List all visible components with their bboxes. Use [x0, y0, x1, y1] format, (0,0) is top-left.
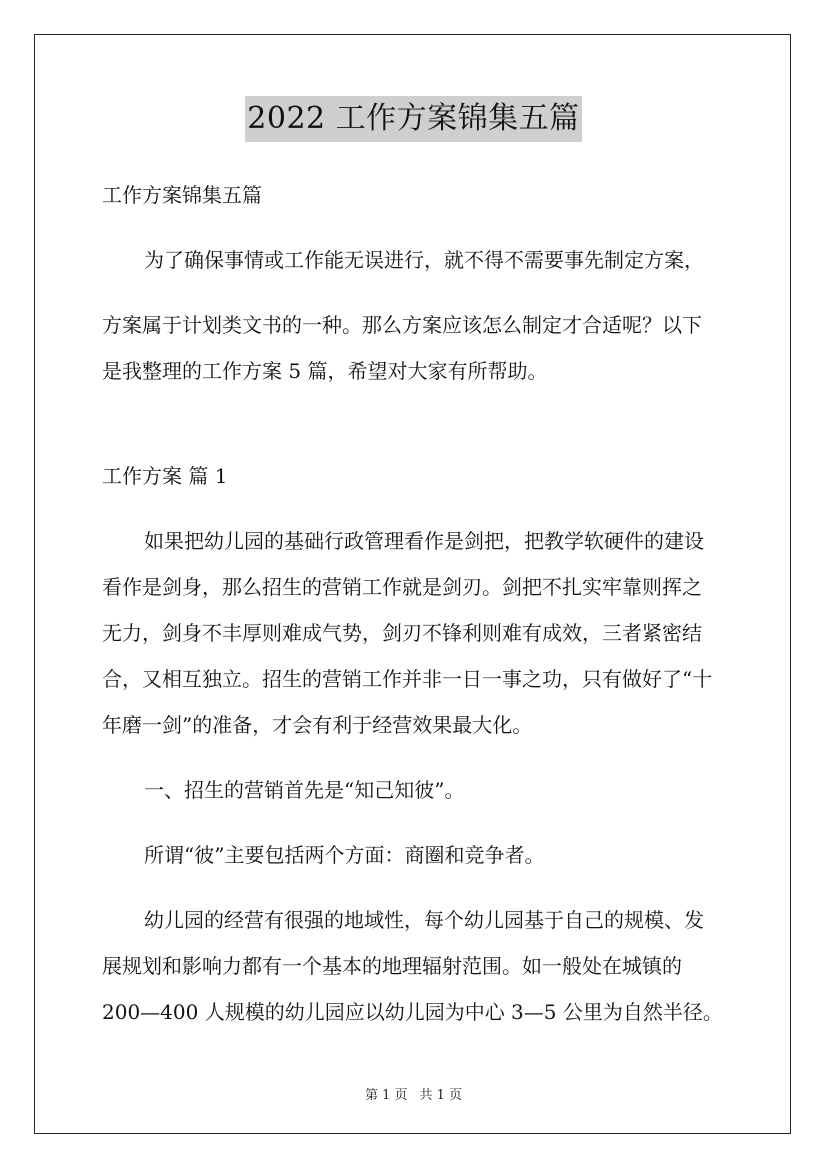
- document-title: 2022 工作方案锦集五篇: [245, 96, 581, 142]
- paragraph-line: 合，又相互独立。招生的营销工作并非一日一事之功，只有做好了“十: [102, 667, 713, 691]
- page-footer: [0, 1084, 827, 1103]
- intro-line-1: 为了确保事情或工作能无误进行，就不得不需要事先制定方案，: [144, 248, 704, 272]
- intro-line-2: 方案属于计划类文书的一种。那么方案应该怎么制定才合适呢？以下: [102, 313, 702, 337]
- document-body: [102, 172, 728, 1035]
- paragraph-line: 年磨一剑”的准备，才会有利于经营效果最大化。: [102, 713, 533, 737]
- section-heading: 工作方案 篇 1: [102, 464, 228, 488]
- paragraph-line: 无力，剑身不丰厚则难成气势，剑刃不锋利则难有成效，三者紧密结: [102, 621, 702, 645]
- document-subtitle: 工作方案锦集五篇: [102, 183, 262, 207]
- paragraph-line: 200—400 人规模的幼儿园应以幼儿园为中心 3—5 公里为自然半径。: [102, 1000, 723, 1024]
- point-heading: 一、招生的营销首先是“知己知彼”。: [144, 778, 465, 802]
- paragraph-line: 幼儿园的经营有很强的地域性，每个幼儿园基于自己的规模、发: [144, 908, 704, 932]
- intro-line-3: 是我整理的工作方案 5 篇，希望对大家有所帮助。: [102, 359, 548, 383]
- page-total: 共 1 页: [419, 1088, 463, 1103]
- page-number: 第 1 页: [364, 1088, 408, 1103]
- paragraph-line: 如果把幼儿园的基础行政管理看作是剑把，把教学软硬件的建设: [144, 529, 704, 553]
- point-subtext: 所谓“彼”主要包括两个方面：商圈和竞争者。: [144, 843, 545, 867]
- paragraph-line: 看作是剑身，那么招生的营销工作就是剑刃。剑把不扎实牢靠则挥之: [102, 575, 702, 599]
- title-container: [0, 96, 827, 142]
- paragraph-line: 展规划和影响力都有一个基本的地理辐射范围。如一般处在城镇的: [102, 954, 682, 978]
